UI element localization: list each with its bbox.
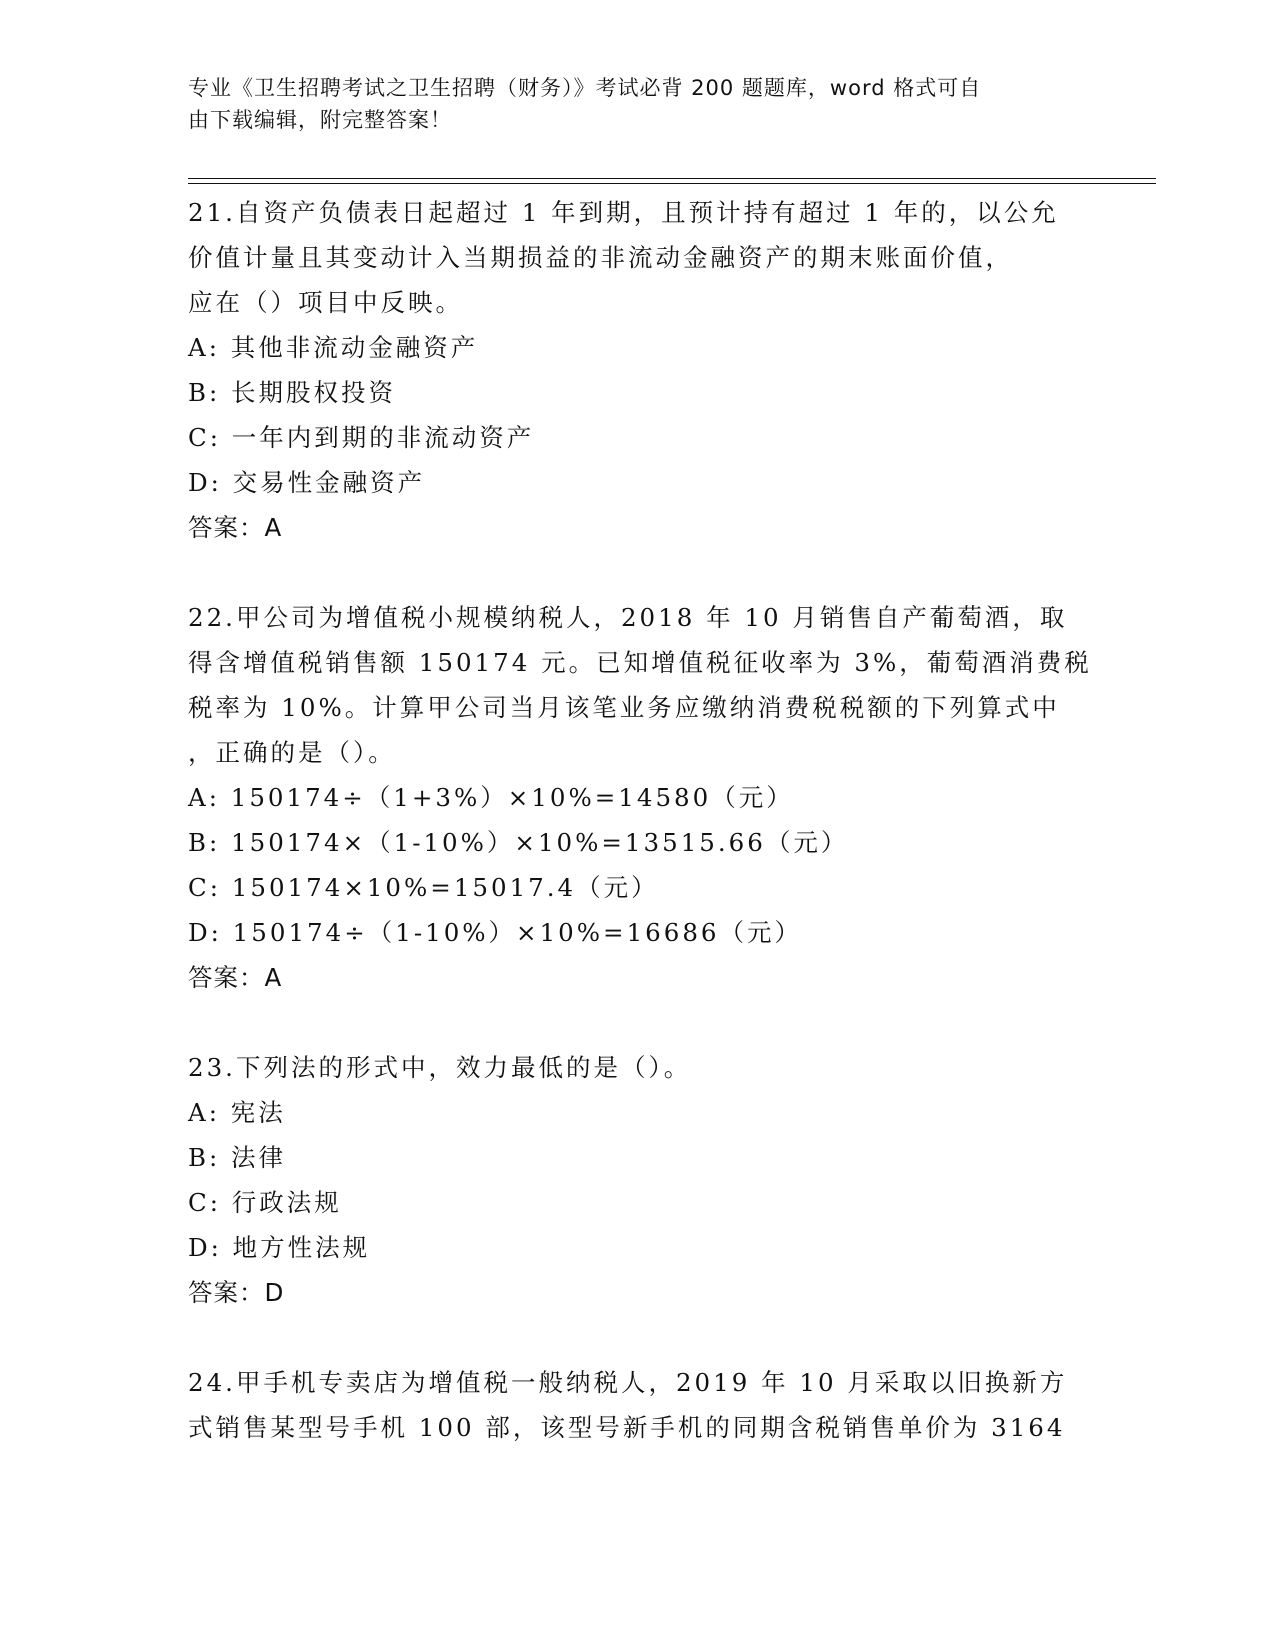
question-spacer xyxy=(188,1315,1088,1360)
answer-label: 答案：D xyxy=(188,1278,285,1307)
option-b: B: 法律 xyxy=(188,1143,287,1172)
option-a: A: 150174÷（1+3%）×10%=14580（元） xyxy=(188,783,794,812)
answer-label: 答案：A xyxy=(188,963,283,992)
option-b: B: 150174×（1-10%）×10%=13515.66（元） xyxy=(188,828,849,857)
question-stem-line: 式销售某型号手机 100 部，该型号新手机的同期含税销售单价为 3164 xyxy=(188,1413,1066,1442)
option-d: D: 150174÷（1-10%）×10%=16686（元） xyxy=(188,918,803,947)
option-d: D: 交易性金融资产 xyxy=(188,468,426,497)
question-stem-line: 价值计量且其变动计入当期损益的非流动金融资产的期末账面价值， xyxy=(188,243,1013,272)
header-rule-bottom xyxy=(188,183,1156,184)
question-stem-line: 税率为 10%。计算甲公司当月该笔业务应缴纳消费税税额的下列算式中 xyxy=(188,693,1060,722)
question-stem-line: ，正确的是（）。 xyxy=(188,738,396,767)
option-a: A: 其他非流动金融资产 xyxy=(188,333,479,362)
question-spacer xyxy=(188,1000,1088,1045)
answer-label: 答案：A xyxy=(188,513,283,542)
question-24 xyxy=(188,1360,1088,1450)
question-stem-line: 得含增值税销售额 150174 元。已知增值税征收率为 3%，葡萄酒消费税 xyxy=(188,648,1092,677)
header-line-1: 专业《卫生招聘考试之卫生招聘（财务）》考试必背 200 题题库，word 格式可自 xyxy=(188,76,982,100)
question-23 xyxy=(188,1045,1088,1315)
question-list xyxy=(188,190,1092,1450)
question-22 xyxy=(188,595,1092,1000)
option-c: C: 150174×10%=15017.4（元） xyxy=(188,873,659,902)
question-stem-line: 23.下列法的形式中，效力最低的是（）。 xyxy=(188,1053,692,1082)
document-header xyxy=(188,72,1068,136)
question-21 xyxy=(188,190,1088,550)
header-rule-top xyxy=(188,178,1156,179)
question-stem-line: 应在（）项目中反映。 xyxy=(188,288,463,317)
option-d: D: 地方性法规 xyxy=(188,1233,371,1262)
option-a: A: 宪法 xyxy=(188,1098,286,1127)
header-line-2: 由下载编辑，附完整答案！ xyxy=(188,108,452,132)
option-b: B: 长期股权投资 xyxy=(188,378,397,407)
question-stem-line: 24.甲手机专卖店为增值税一般纳税人，2019 年 10 月采取以旧换新方 xyxy=(188,1368,1068,1397)
question-spacer xyxy=(188,550,1088,595)
option-c: C: 一年内到期的非流动资产 xyxy=(188,423,535,452)
question-stem-line: 21.自资产负债表日起超过 1 年到期，且预计持有超过 1 年的，以公允 xyxy=(188,198,1059,227)
option-c: C: 行政法规 xyxy=(188,1188,342,1217)
question-stem-line: 22.甲公司为增值税小规模纳税人，2018 年 10 月销售自产葡萄酒，取 xyxy=(188,603,1068,632)
